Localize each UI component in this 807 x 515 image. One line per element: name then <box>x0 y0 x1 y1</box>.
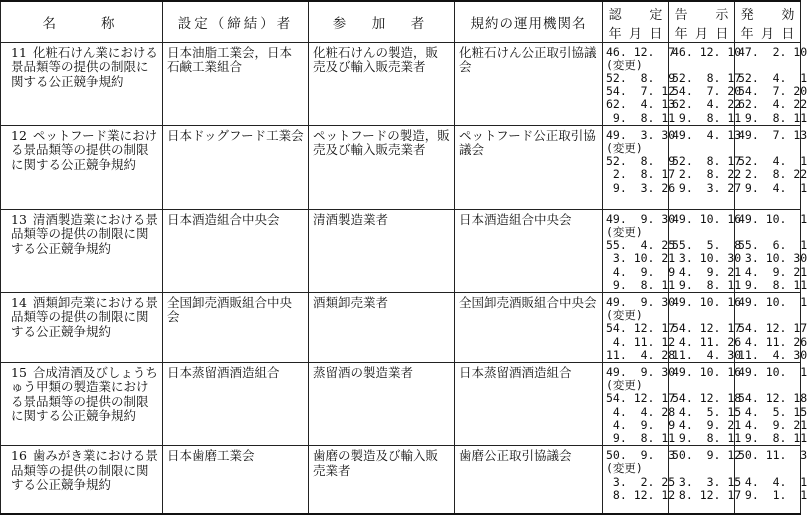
rule-number: 11 <box>11 44 27 60</box>
effective-dates-cell: 47. 2. 10 52. 4. 1 54. 7. 20 62. 4. 22 9. 8. 11 <box>735 42 801 125</box>
approved-dates-cell: 49. 3. 30 (変更) 52. 8. 9 2. 8. 17 9. 3. 26 <box>603 125 669 209</box>
header-setter: 設定（締結）者 <box>163 1 309 42</box>
table-row <box>1 446 801 514</box>
effective-dates-cell: 49. 10. 1 54. 12. 18 4. 5. 15 4. 9. 21 9. 8. 11 <box>735 362 801 445</box>
rule-name: 合成清酒及びしょうちゅう甲類の製造業における景品類等の提供の制限に関する公正競争規約 <box>11 364 158 424</box>
effective-dates-cell: 50. 11. 3 4. 4. 1 9. 1. 1 <box>735 446 801 514</box>
header-notified-date: 告 示 年 月 日 <box>669 1 735 42</box>
operator-cell: 日本酒造組合中央会 <box>455 209 603 292</box>
operator-cell: 歯磨公正取引協議会 <box>455 446 603 514</box>
effective-dates-cell: 49. 7. 13 52. 4. 1 2. 8. 22 9. 4. 1 <box>735 125 801 209</box>
approved-dates-cell: 49. 9. 30 (変更) 54. 12. 17 4. 4. 28 4. 9. 9 9. 8. 11 <box>603 362 669 445</box>
operator-cell: 化粧石けん公正取引協議会 <box>455 42 603 125</box>
notified-dates-cell: 46. 12. 10 52. 8. 17 54. 7. 20 62. 4. 22 9. 8. 11 <box>669 42 735 125</box>
rule-number: 12 <box>11 127 27 143</box>
table-row <box>1 42 801 125</box>
rule-name: 清酒製造業における景品類等の提供の制限に関する公正競争規約 <box>11 211 158 256</box>
header-effective-date: 発 効 年 月 日 <box>735 1 801 42</box>
header-operator: 規約の運用機関名 <box>455 1 603 42</box>
rule-number: 13 <box>11 211 27 227</box>
participant-cell: 清酒製造業者 <box>309 209 455 292</box>
notified-dates-cell: 49. 10. 16 54. 12. 17 4. 11. 26 11. 4. 30 <box>669 292 735 362</box>
approved-dates-cell: 49. 9. 30 (変更) 54. 12. 17 4. 11. 12 11. 4. 28 <box>603 292 669 362</box>
notified-dates-cell: 50. 9. 12 3. 3. 15 8. 12. 17 <box>669 446 735 514</box>
notified-dates-cell: 49. 10. 16 55. 5. 8 3. 10. 30 4. 9. 21 9. 8. 11 <box>669 209 735 292</box>
rule-number: 15 <box>11 364 27 380</box>
header-approved-date: 認 定 年 月 日 <box>603 1 669 42</box>
operator-cell: 日本蒸留酒酒造組合 <box>455 362 603 445</box>
participant-cell: 酒類卸売業者 <box>309 292 455 362</box>
approved-dates-cell: 46. 12. 7 (変更) 52. 8. 9 54. 7. 12 62. 4. 13 9. 8. 11 <box>603 42 669 125</box>
header-name: 名 称 <box>1 1 163 42</box>
table-row <box>1 209 801 292</box>
operator-cell: 全国卸売酒販組合中央会 <box>455 292 603 362</box>
setter-cell: 日本油脂工業会，日本石鹸工業組合 <box>163 42 309 125</box>
participant-cell: ペットフードの製造，販売及び輸入販売業者 <box>309 125 455 209</box>
setter-cell: 日本歯磨工業会 <box>163 446 309 514</box>
participant-cell: 化粧石けんの製造，販売及び輸入販売業者 <box>309 42 455 125</box>
rule-name-cell <box>1 446 163 514</box>
header-participant: 参 加 者 <box>309 1 455 42</box>
rule-name: ペットフード業における景品類等の提供の制限に関する公正競争規約 <box>11 127 158 172</box>
approved-dates-cell: 49. 9. 30 (変更) 55. 4. 25 3. 10. 21 4. 9. 9 9. 8. 11 <box>603 209 669 292</box>
rule-number: 16 <box>11 448 27 464</box>
effective-dates-cell: 49. 10. 1 55. 6. 1 3. 10. 30 4. 9. 21 9. 8. 11 <box>735 209 801 292</box>
rule-name: 酒類卸売業における景品類等の提供の制限に関する公正競争規約 <box>11 294 158 339</box>
rule-name-cell <box>1 125 163 209</box>
notified-dates-cell: 49. 10. 16 54. 12. 18 4. 5. 15 4. 9. 21 9. 8. 11 <box>669 362 735 445</box>
setter-cell: 日本酒造組合中央会 <box>163 209 309 292</box>
rule-number: 14 <box>11 294 27 310</box>
notified-dates-cell: 49. 4. 13 52. 8. 17 2. 8. 22 9. 3. 27 <box>669 125 735 209</box>
table-row <box>1 362 801 445</box>
setter-cell: 全国卸売酒販組合中央会 <box>163 292 309 362</box>
rule-name-cell <box>1 292 163 362</box>
table-row <box>1 125 801 209</box>
participant-cell: 歯磨の製造及び輸入販売業者 <box>309 446 455 514</box>
table-row <box>1 292 801 362</box>
header-row <box>1 1 801 42</box>
approved-dates-cell: 50. 9. 3 (変更) 3. 2. 25 8. 12. 12 <box>603 446 669 514</box>
setter-cell: 日本蒸留酒酒造組合 <box>163 362 309 445</box>
operator-cell: ペットフード公正取引協議会 <box>455 125 603 209</box>
rule-name-cell <box>1 362 163 445</box>
rule-name-cell <box>1 42 163 125</box>
rule-name: 歯みがき業における景品類等の提供の制限に関する公正競争規約 <box>11 448 158 493</box>
effective-dates-cell: 49. 10. 1 54. 12. 17 4. 11. 26 11. 4. 30 <box>735 292 801 362</box>
rule-name: 化粧石けん業における景品類等の提供の制限に関する公正競争規約 <box>11 44 158 89</box>
rule-name-cell <box>1 209 163 292</box>
setter-cell: 日本ドッグフード工業会 <box>163 125 309 209</box>
participant-cell: 蒸留酒の製造業者 <box>309 362 455 445</box>
